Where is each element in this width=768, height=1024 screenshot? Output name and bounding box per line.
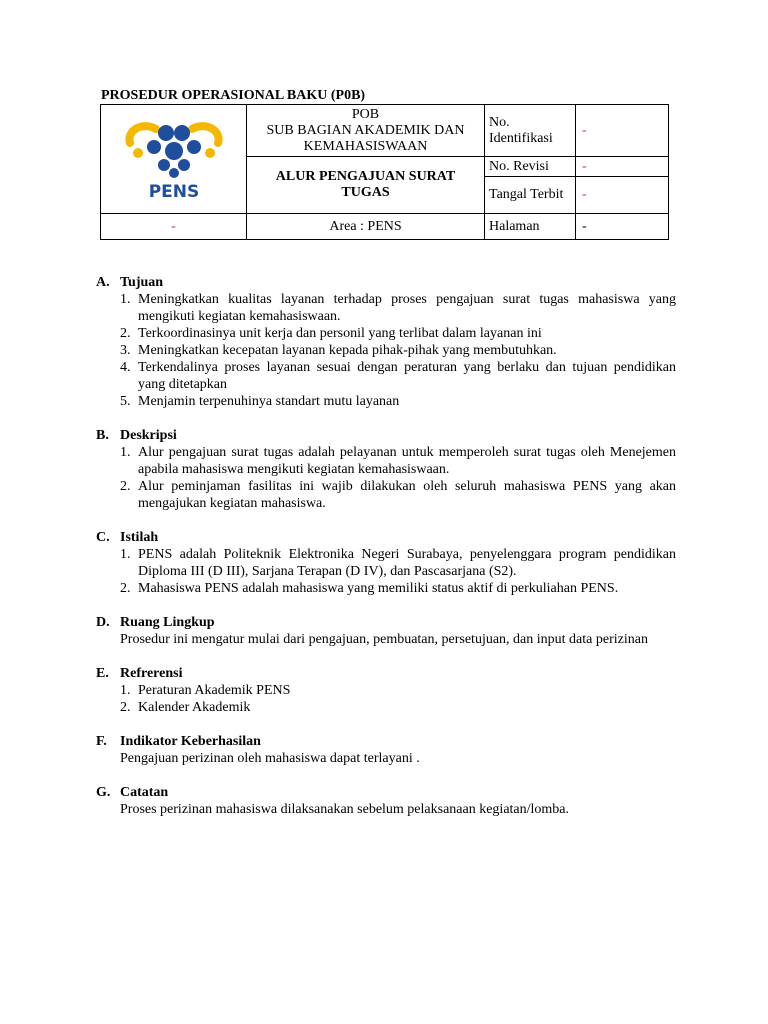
section-referensi [96, 665, 676, 716]
pob-department-cell [247, 105, 485, 157]
pob-label: POB [351, 106, 380, 122]
list-item: 2. Kalender Akademik [120, 700, 251, 715]
field-label-terbit: Tangal Terbit [485, 177, 576, 214]
section-heading: G. Catatan [96, 785, 169, 800]
section-indikator [96, 733, 676, 767]
list-item: 4. Terkendalinya proses layanan sesuai dengan peraturan yang berlaku dan tujuan pendidikan yang ditetapkan [120, 360, 676, 392]
section-heading: E. Refrerensi [96, 666, 183, 681]
list-item: 2. Mahasiswa PENS adalah mahasiswa yang memiliki status aktif di perkuliahan PENS. [120, 581, 619, 596]
section-list [96, 682, 676, 716]
logo-cell [101, 105, 247, 214]
section-tujuan [96, 274, 676, 410]
list-item: 2. Alur peminjaman fasilitas ini wajib dilakukan oleh seluruh mahasiswa PENS yang akan mengajukan kegiatan mahasiswa. [120, 479, 676, 511]
list-item: 2. Terkoordinasinya unit kerja dan personil yang terlibat dalam layanan ini [120, 326, 542, 341]
field-value-revisi: - [576, 157, 669, 177]
field-value-terbit: - [576, 177, 669, 214]
section-list [96, 546, 676, 597]
field-label-identifikasi: No. Identifikasi [485, 105, 576, 157]
list-item: 5. Menjamin terpenuhinya standart mutu layanan [120, 394, 400, 409]
pens-logo [124, 113, 224, 201]
department-name: SUB BAGIAN AKADEMIK DAN KEMAHASISWAAN [266, 122, 465, 154]
section-heading: F. Indikator Keberhasilan [96, 734, 261, 749]
logo-text: PENS [148, 181, 199, 201]
section-deskripsi [96, 427, 676, 512]
list-item: 1. Peraturan Akademik PENS [120, 683, 291, 698]
list-item: 1. PENS adalah Politeknik Elektronika Negeri Surabaya, penyelenggara program pendidikan Diploma III (D III), Sarjana Terapan (D IV), dan Pascasarjana (S2). [120, 547, 676, 579]
document-body [96, 274, 676, 835]
field-value-halaman: - [576, 214, 669, 240]
logo-caption: - [101, 214, 247, 240]
list-item: 3. Meningkatkan kecepatan layanan kepada pihak-pihak yang membutuhkan. [120, 343, 557, 358]
field-label-halaman: Halaman [485, 214, 576, 240]
section-ruang-lingkup [96, 614, 676, 648]
section-paragraph: Pengajuan perizinan oleh mahasiswa dapat terlayani . [120, 751, 420, 766]
field-label-revisi: No. Revisi [485, 157, 576, 177]
section-list [96, 444, 676, 512]
area-label: Area : PENS [247, 214, 485, 240]
section-catatan [96, 784, 676, 818]
section-list [96, 291, 676, 410]
section-heading: D. Ruang Lingkup [96, 615, 215, 630]
list-item: 1. Meningkatkan kualitas layanan terhadap proses pengajuan surat tugas mahasiswa yang mengikuti kegiatan kemahasiswaan. [120, 292, 676, 324]
section-paragraph: Proses perizinan mahasiswa dilaksanakan sebelum pelaksanaan kegiatan/lomba. [120, 802, 570, 817]
section-istilah [96, 529, 676, 597]
field-value-identifikasi: - [576, 105, 669, 157]
header-table [100, 104, 669, 240]
document-title: PROSEDUR OPERASIONAL BAKU (P0B) [101, 88, 366, 103]
section-paragraph: Prosedur ini mengatur mulai dari pengajuan, pembuatan, persetujuan, dan input data perizinan [120, 632, 648, 647]
section-heading: B. Deskripsi [96, 428, 177, 443]
section-heading: C. Istilah [96, 530, 159, 545]
section-heading: A. Tujuan [96, 275, 164, 290]
list-item: 1. Alur pengajuan surat tugas adalah pelayanan untuk memperoleh surat tugas oleh Menejemen apabila mahasiswa mengikuti kegiatan kemahasiswaan. [120, 445, 676, 477]
procedure-name: ALUR PENGAJUAN SURAT TUGAS [247, 157, 485, 214]
